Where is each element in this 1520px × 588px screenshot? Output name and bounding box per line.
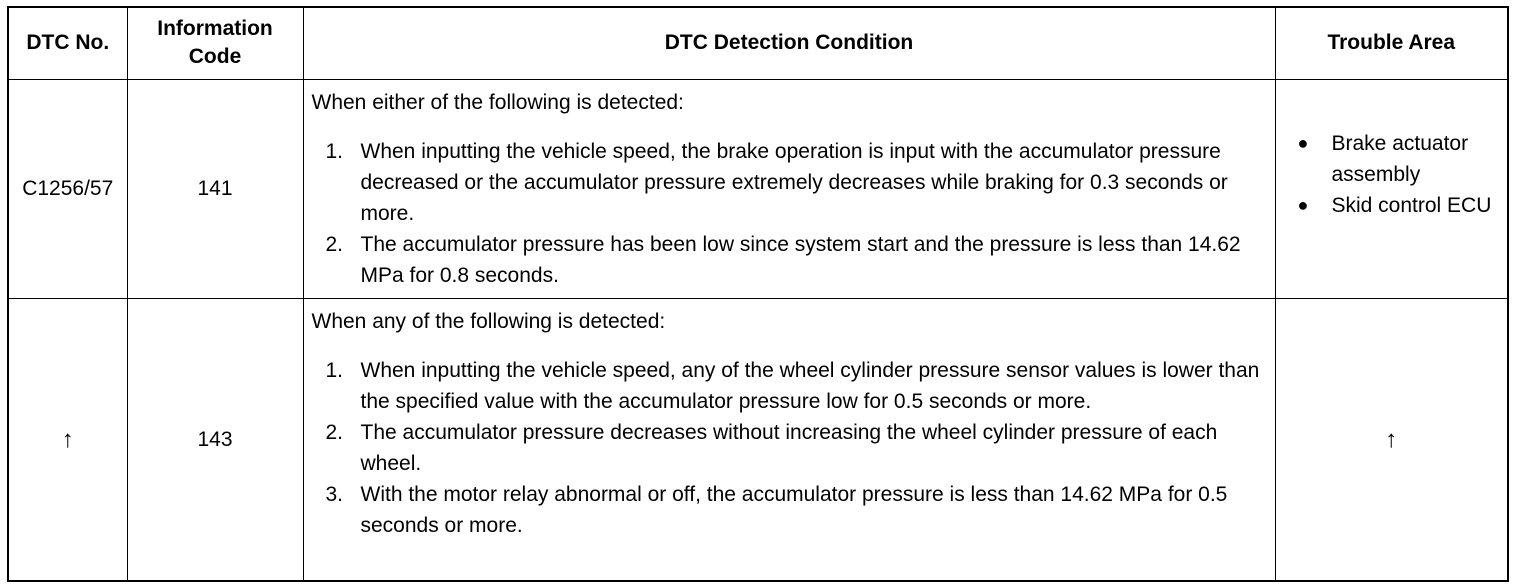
- trouble-same-as-above-arrow-icon: ↑: [1275, 298, 1508, 581]
- condition-intro: When any of the following is detected:: [311, 309, 666, 333]
- condition-item: [326, 479, 1265, 541]
- item-text: When inputting the vehicle speed, the brake operation is input with the accumulator pressure decreased or the accumulator pressure extremely decreases while braking for 0.3 seconds or more.: [360, 139, 1228, 225]
- trouble-area-cell: [1275, 79, 1508, 298]
- item-text: The accumulator pressure decreases without increasing the wheel cylinder pressure of each wheel.: [360, 420, 1218, 475]
- header-information-code: [127, 7, 303, 79]
- item-number: 1.: [325, 139, 344, 163]
- condition-item: [326, 417, 1265, 479]
- condition-intro: When either of the following is detected:: [311, 90, 684, 114]
- table-row: [8, 298, 1508, 581]
- header-row: [8, 7, 1508, 79]
- trouble-text: Skid control ECU: [1331, 193, 1492, 217]
- item-number: 2.: [325, 232, 344, 256]
- header-info-line1: Information: [157, 17, 273, 41]
- condition-item: [326, 229, 1265, 291]
- info-code-cell: 141: [127, 79, 303, 298]
- header-detection-condition: DTC Detection Condition: [303, 7, 1275, 79]
- trouble-item: [1298, 128, 1500, 190]
- condition-list: [312, 355, 1265, 541]
- header-dtc-no: DTC No.: [8, 7, 127, 79]
- item-text: When inputting the vehicle speed, any of the wheel cylinder pressure sensor values is lower than the specified value with the accumulator pressure low for 0.5 seconds or more.: [360, 358, 1260, 413]
- condition-list: [312, 136, 1265, 291]
- condition-item: [326, 136, 1265, 229]
- header-info-line2: Code: [188, 45, 242, 69]
- header-trouble-area: Trouble Area: [1275, 7, 1508, 79]
- dtc-same-as-above-arrow-icon: ↑: [8, 298, 127, 581]
- item-text: With the motor relay abnormal or off, the accumulator pressure is less than 14.62 MPa for 0.5 seconds or more.: [360, 482, 1228, 537]
- bullet-icon: ●: [1297, 194, 1309, 215]
- table-row: [8, 79, 1508, 298]
- dtc-cell: C1256/57: [8, 79, 127, 298]
- bullet-icon: ●: [1297, 132, 1309, 153]
- item-text: The accumulator pressure has been low since system start and the pressure is less than 14.62 MPa for 0.8 seconds.: [360, 232, 1241, 287]
- info-code-cell: 143: [127, 298, 303, 581]
- item-number: 2.: [325, 420, 344, 444]
- dtc-table: [7, 6, 1509, 582]
- condition-cell: [303, 79, 1275, 298]
- trouble-list: [1298, 128, 1500, 221]
- trouble-item: [1298, 190, 1500, 221]
- item-number: 1.: [325, 358, 344, 382]
- condition-cell: [303, 298, 1275, 581]
- trouble-text: Brake actuator assembly: [1331, 131, 1469, 186]
- item-number: 3.: [325, 482, 344, 506]
- condition-item: [326, 355, 1265, 417]
